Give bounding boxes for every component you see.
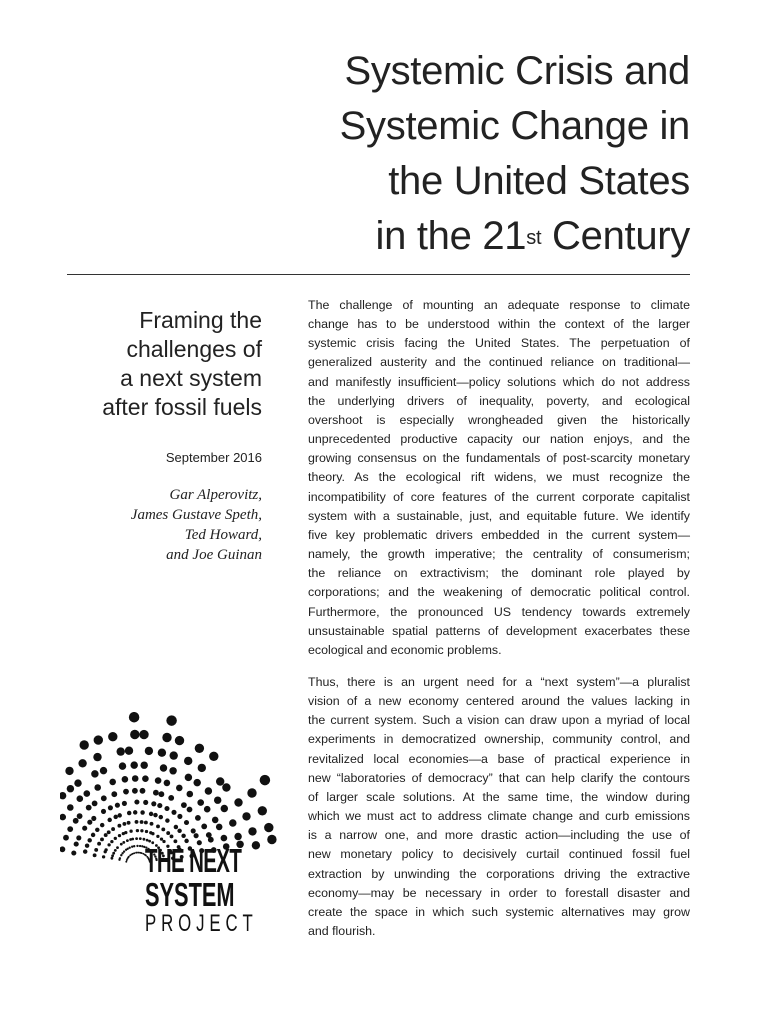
logo-dot	[134, 799, 139, 804]
logo-dot	[73, 818, 79, 824]
body-line: namely, the growth imperative; the centrality of consumerism;	[308, 547, 690, 562]
body-line: systemic crisis facing the United States. The perpetuation of	[308, 336, 690, 351]
authors	[131, 485, 262, 565]
logo-dot	[212, 817, 219, 824]
logo-dot	[116, 846, 119, 849]
logo-dot	[127, 848, 129, 850]
logo-dot	[139, 730, 148, 739]
logo-dot	[128, 856, 130, 858]
logo-dot	[166, 715, 176, 725]
logo-dot	[120, 843, 123, 846]
logo-dot	[122, 776, 129, 783]
logo-dot	[136, 852, 138, 854]
logo-dot	[60, 814, 66, 821]
logo-dot	[82, 826, 87, 831]
logo-dot	[71, 850, 76, 855]
logo-dot	[165, 818, 169, 822]
logo-dot	[221, 805, 228, 812]
author: Ted Howard,	[184, 527, 262, 543]
logo-dot	[131, 838, 134, 841]
logo-dot	[175, 736, 184, 745]
logo-dot	[60, 846, 65, 852]
logo-dot	[113, 815, 117, 819]
logo-text-line: PROJECT	[145, 910, 258, 937]
body-line: incompatibility of core features of the current corporate capitalist	[308, 489, 690, 504]
logo-dot	[194, 833, 199, 838]
logo-dot	[160, 837, 163, 840]
document-title	[340, 44, 690, 264]
logo-dot	[164, 780, 171, 787]
logo-dot	[124, 831, 127, 834]
logo-dot	[187, 807, 193, 813]
logo-dot	[156, 824, 160, 828]
logo-dot	[198, 764, 206, 772]
logo-dot	[122, 801, 127, 806]
author: Gar Alperovitz,	[169, 487, 262, 503]
body-line: of larger scale solutions. At the same time, the window during	[308, 789, 690, 804]
body-line: unprecedented productive capacity our nation enjoys, and the	[308, 432, 690, 447]
logo-dot	[260, 775, 270, 785]
logo-dot	[140, 820, 144, 824]
body-line: Furthermore, the pronounced US tendency towards extremely	[308, 604, 690, 619]
logo-dot	[168, 795, 174, 801]
logo-dot	[130, 761, 137, 768]
logo-dot	[170, 751, 178, 759]
subtitle	[102, 306, 262, 422]
logo-dot	[92, 800, 98, 806]
logo-dot	[264, 823, 273, 832]
logo-dot	[136, 829, 139, 832]
logo-dot	[94, 735, 103, 744]
logo-dot	[123, 789, 129, 795]
logo-dot	[65, 767, 73, 775]
author: James Gustave Speth,	[130, 507, 262, 523]
logo-dot	[132, 788, 138, 794]
body-line: which we must act to address climate change and curb emissions	[308, 809, 690, 824]
logo-dot	[126, 839, 129, 842]
logo-dot	[162, 733, 171, 742]
logo-dot	[100, 767, 107, 774]
logo-dot	[214, 796, 221, 803]
logo-dot	[101, 795, 107, 801]
logo-dot	[201, 823, 207, 829]
publication-date: September 2016	[165, 450, 262, 465]
body-paragraph	[308, 673, 690, 941]
logo-dot	[195, 815, 201, 821]
logo-dot	[267, 835, 276, 844]
logo-dot	[195, 744, 204, 753]
body-line: ecological and economic problems.	[308, 642, 502, 657]
logo-dot	[252, 841, 260, 849]
logo-dot	[216, 777, 224, 785]
logo-dot	[102, 855, 105, 858]
logo-dot	[100, 837, 104, 841]
logo-dot	[91, 816, 96, 821]
subtitle-line: challenges of	[126, 336, 262, 362]
logo-dot	[149, 812, 153, 816]
logo-dot	[97, 842, 101, 846]
logo-dot	[159, 815, 163, 819]
logo-dot	[135, 820, 139, 824]
logo-dot	[132, 775, 139, 782]
logo-dot	[191, 828, 196, 833]
logo-dot	[242, 812, 250, 820]
logo-dot	[91, 770, 98, 777]
body-text	[308, 296, 690, 954]
logo-dot	[122, 822, 126, 826]
body-line: the current system. Such a vision can draw upon a myriad of local	[308, 713, 690, 728]
logo-dot	[170, 834, 174, 838]
logo-dot	[234, 833, 241, 840]
logo-dot	[153, 813, 157, 817]
logo-dot	[67, 804, 74, 811]
logo-dot	[160, 764, 167, 771]
logo-dot	[204, 806, 211, 813]
body-line: five key problematic drivers embedded in the current system—	[308, 527, 690, 542]
logo-dot	[174, 825, 178, 829]
body-line: is a narrow one, and more drastic action—including the use of	[308, 828, 690, 843]
logo-dot	[150, 822, 154, 826]
logo-dot	[87, 838, 91, 842]
logo-dot	[135, 837, 138, 840]
body-line: unsustainable spatial patterns of development exacerbates these	[308, 623, 690, 638]
logo-dot	[158, 791, 164, 797]
author: and Joe Guinan	[166, 547, 262, 563]
logo-dot	[67, 785, 74, 792]
logo-dot	[129, 847, 131, 849]
body-line: Thus, there is an urgent need for a “next system”—a pluralist	[308, 674, 690, 689]
logo-dot	[107, 830, 111, 834]
logo-dot	[74, 842, 79, 847]
logo-dot	[161, 827, 165, 831]
logo-dot	[151, 832, 154, 835]
logo-dot	[229, 819, 236, 826]
logo-dot	[120, 854, 122, 856]
logo-dot	[114, 849, 117, 852]
logo-dot	[76, 835, 81, 840]
logo-dot	[112, 852, 115, 855]
logo-dot	[136, 845, 138, 847]
title-line: Systemic Crisis and	[344, 49, 690, 93]
logo-dot	[87, 820, 92, 825]
logo-dot	[111, 827, 115, 831]
logo-dot	[140, 829, 143, 832]
divider-rule	[67, 274, 690, 275]
logo-dot	[74, 779, 81, 786]
logo-dot	[60, 792, 66, 799]
logo-dot	[143, 838, 146, 841]
logo-dot	[119, 762, 126, 769]
logo-dot	[155, 777, 162, 784]
logo-dot	[127, 811, 131, 815]
logo-dot	[164, 806, 169, 811]
logo-dot	[129, 830, 132, 833]
logo-dot	[181, 834, 185, 838]
body-line: the underlying drivers of inequality, poverty, and ecological	[308, 393, 690, 408]
logo-dot	[125, 861, 127, 863]
title-line: the United States	[388, 159, 690, 203]
title-text: in the 21	[375, 214, 527, 258]
body-line: growing consensus on the fundamentals of post-scarcity monetary	[308, 451, 690, 466]
subtitle-line: Framing the	[139, 307, 262, 333]
logo-dot	[141, 845, 143, 847]
logo-dot	[133, 845, 135, 847]
logo-dot	[140, 761, 147, 768]
logo-dot	[171, 810, 176, 815]
logo-dot	[197, 799, 204, 806]
body-line: overshoot is especially wrongheaded given the historically	[308, 412, 690, 427]
body-line: generalized austerity and the continued reliance on traditional—	[308, 355, 690, 370]
logo-dot	[139, 837, 142, 840]
logo-dot	[140, 788, 146, 794]
logo-dot	[258, 806, 267, 815]
logo-dot	[104, 848, 107, 851]
logo-dot	[184, 757, 192, 765]
logo-dot	[141, 852, 143, 854]
logo-dot	[94, 784, 101, 791]
logo-dot	[127, 821, 131, 825]
logo-dot	[144, 821, 148, 825]
body-line: experiments in democratized ownership, community control, and	[308, 732, 690, 747]
logo-dot	[111, 854, 114, 857]
body-line: revitalized local economies—a base of practical experience in	[308, 751, 690, 766]
logo-dot	[133, 810, 137, 814]
logo-text-line: SYSTEM	[145, 876, 235, 913]
logo-dot	[122, 841, 125, 844]
body-line: new “laboratories of democracy” that can help clarify the contours	[308, 770, 690, 785]
logo-dot	[117, 813, 121, 817]
logo-dot	[209, 752, 218, 761]
body-line: create the space in which such systemic alternatives may grow	[308, 904, 690, 919]
logo-dot	[85, 843, 89, 847]
logo-dot	[125, 747, 133, 755]
logo-dot	[111, 791, 117, 797]
body-paragraph	[308, 296, 690, 660]
logo-dot	[108, 805, 113, 810]
logo-dot	[221, 835, 228, 842]
logo-dot	[67, 826, 73, 832]
body-line: system with a sustainable, just, and equitable future. We identify	[308, 508, 690, 523]
logo-dot	[107, 843, 110, 846]
body-line: extraction by unwinding the corporations driving the extractive	[308, 866, 690, 881]
logo-dot	[100, 823, 104, 827]
logo-dot	[80, 740, 89, 749]
body-line: vision of a new economy centered around the values lacking in	[308, 694, 690, 709]
logo-dot	[145, 830, 148, 833]
logo-dot	[143, 800, 148, 805]
subtitle-line: a next system	[120, 365, 262, 391]
body-line: and flourish.	[308, 924, 376, 938]
logo-dot	[216, 824, 223, 831]
logo-dot	[110, 840, 113, 843]
logo-dot	[133, 852, 135, 854]
logo-dot	[63, 835, 69, 841]
logo-dot	[95, 828, 99, 832]
logo-dot	[123, 850, 125, 852]
title-superscript: st	[526, 227, 542, 249]
subtitle-line: after fossil fuels	[102, 394, 262, 420]
logo-dot	[114, 837, 117, 840]
logo-text-line: THE NEXT	[145, 842, 242, 879]
logo-dot	[185, 774, 192, 781]
logo-dot	[91, 833, 95, 837]
logo-dot	[247, 788, 256, 797]
logo-dot	[119, 857, 121, 859]
logo-dot	[151, 801, 156, 806]
logo-dot	[78, 759, 86, 767]
logo-dot	[176, 785, 183, 792]
logo-dot	[129, 712, 139, 722]
logo-dot	[248, 827, 256, 835]
logo-dot	[77, 795, 84, 802]
logo-dot	[115, 803, 120, 808]
body-line: corporations; and the weakening of democratic political control.	[308, 585, 690, 600]
logo-dot	[222, 783, 230, 791]
body-line: theory. As the ecological rift widens, we must recognize the	[308, 470, 690, 485]
logo-dot	[181, 802, 187, 808]
logo-dot	[187, 791, 194, 798]
body-line: new monetary policy to decisively curtail continued fossil fuel	[308, 847, 690, 862]
logo-dot	[86, 805, 92, 811]
logo-dot	[83, 849, 87, 853]
logo-dot	[139, 845, 141, 847]
logo-dot	[142, 775, 149, 782]
logo-dot	[93, 853, 97, 857]
logo-dot	[117, 824, 121, 828]
logo-dot	[77, 813, 83, 819]
body-line: change has to be understood within the context of the larger	[308, 317, 690, 332]
logo-dot	[156, 835, 159, 838]
body-line: the reliance on extractivism; the dominant role played by	[308, 566, 690, 581]
title-line	[340, 209, 690, 264]
logo-dot	[140, 810, 144, 814]
logo-dot	[177, 814, 182, 819]
logo-dot	[111, 857, 114, 860]
logo-dot	[153, 790, 159, 796]
body-line: and manifestly insufficient—policy solutions which do not address	[308, 374, 690, 389]
logo-dot	[94, 848, 98, 852]
logo-dot	[130, 730, 139, 739]
logo-dot	[205, 787, 212, 794]
logo-dot	[109, 779, 116, 786]
body-line: The challenge of mounting an adequate response to climate	[308, 298, 690, 312]
logo-dot	[93, 753, 101, 761]
logo-dot	[108, 732, 117, 741]
logo-dot	[117, 747, 125, 755]
logo-dot	[145, 747, 153, 755]
body-line: economy—may be necessary in order to forestall disaster and	[308, 885, 690, 900]
logo-dot	[193, 779, 200, 786]
logo-dot	[234, 798, 242, 806]
logo-dot	[157, 803, 162, 808]
logo-dot	[166, 831, 170, 835]
logo-dot	[84, 790, 91, 797]
logo-dot	[118, 834, 121, 837]
logo-dot	[104, 833, 108, 837]
logo-dot	[101, 809, 106, 814]
title-text: Century	[541, 214, 690, 258]
logo-dot	[131, 846, 133, 848]
logo-dot	[184, 820, 189, 825]
logo-dot	[177, 829, 181, 833]
logo-dot	[107, 818, 111, 822]
title-line: Systemic Change in	[339, 104, 690, 148]
logo-dot	[158, 749, 166, 757]
logo-dot	[169, 767, 176, 774]
